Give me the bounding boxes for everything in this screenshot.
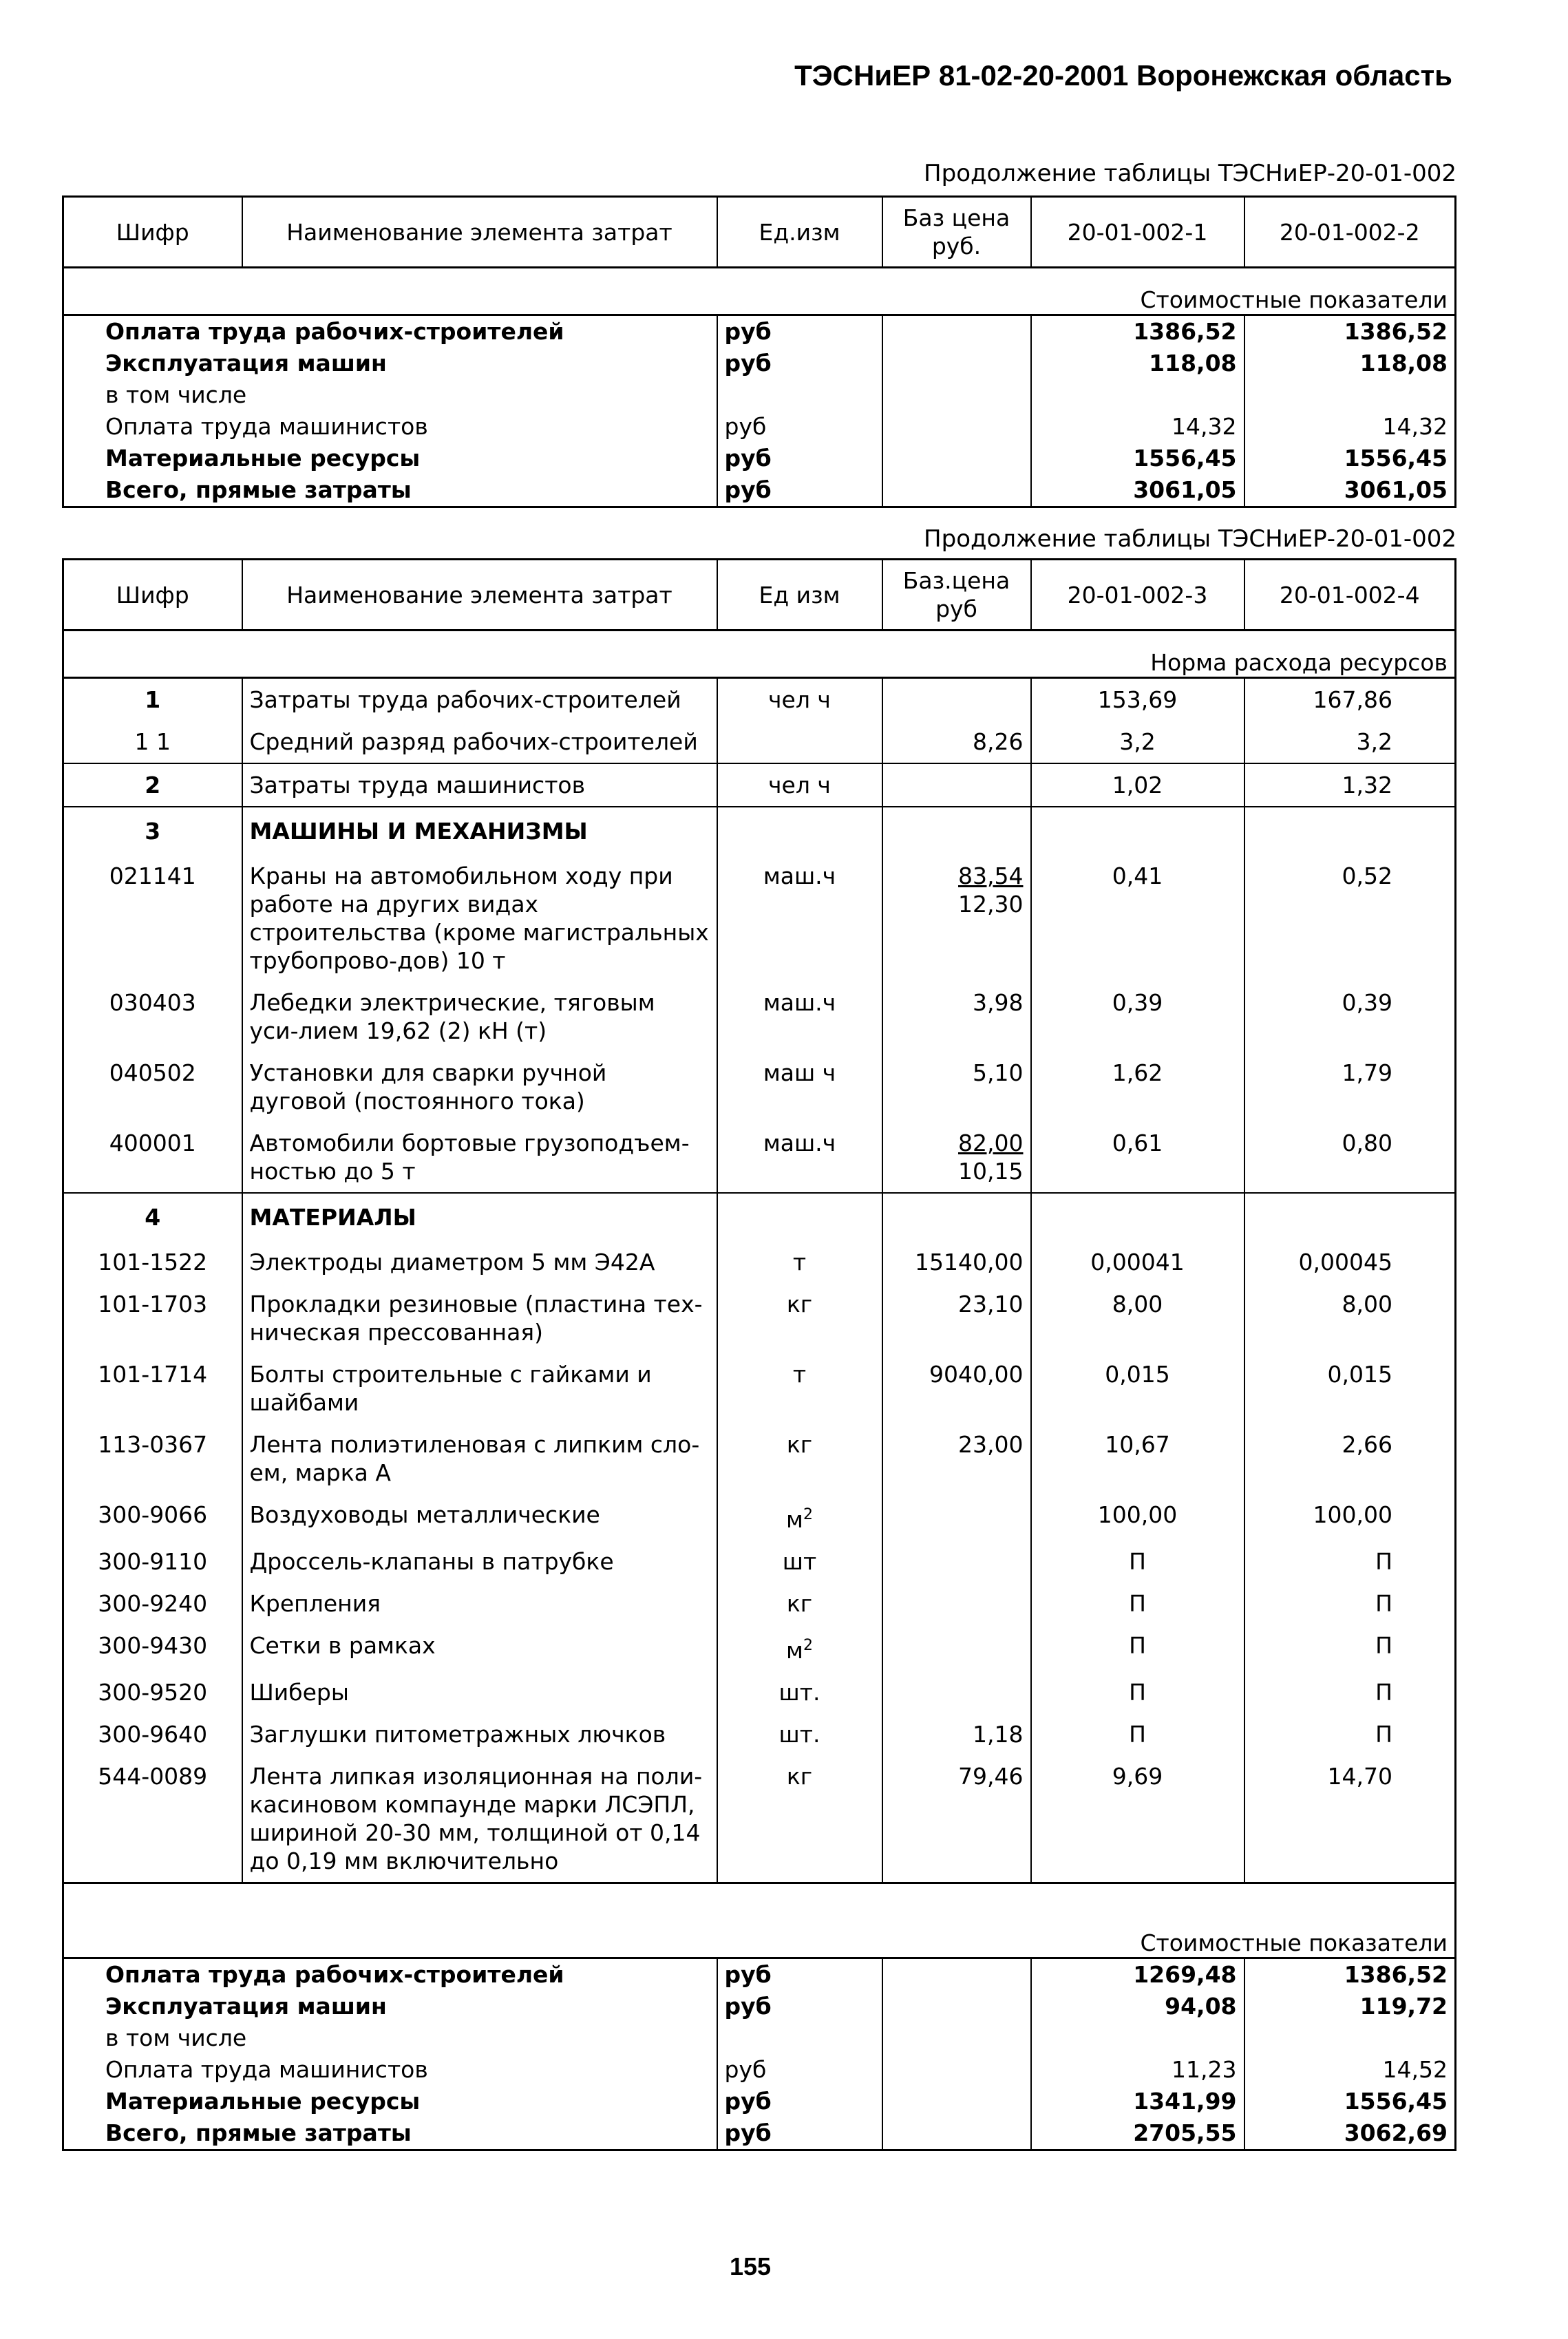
row-code: 101-1714 xyxy=(98,1361,208,1388)
row-unit: маш ч xyxy=(717,1052,882,1122)
table2-band2-row xyxy=(63,1883,1456,1958)
summary-row xyxy=(63,348,1456,379)
row-base-price xyxy=(882,982,1031,1052)
row-base-price xyxy=(882,1052,1031,1122)
row-base-price xyxy=(882,1671,1031,1713)
row-base-price-secondary: 10,15 xyxy=(958,1158,1024,1185)
summary-name: Оплата труда машинистов xyxy=(105,2056,428,2083)
row-code: 300-9240 xyxy=(98,1590,208,1617)
resource-row xyxy=(63,1353,1456,1423)
row-base-price-value: 1,18 xyxy=(973,1721,1024,1748)
row-value-4: 167,86 xyxy=(1244,678,1456,721)
row-code: 2 xyxy=(63,763,242,807)
row-name: Крепления xyxy=(242,1583,717,1624)
row-base-price-value: 8,26 xyxy=(973,728,1024,755)
row-unit: шт. xyxy=(717,1713,882,1755)
row-unit-superscript: 2 xyxy=(803,1506,813,1523)
header-cell-norm-1: 20-01-002-1 xyxy=(1031,197,1244,268)
row-code: 4 xyxy=(63,1193,242,1241)
row-unit: шт. xyxy=(717,1671,882,1713)
summary-price-empty xyxy=(882,411,1031,443)
row-name: Лента полиэтиленовая с липким сло-ем, марка А xyxy=(242,1423,717,1494)
row-value-4: П xyxy=(1244,1671,1456,1713)
resource-row xyxy=(63,1541,1456,1583)
row-name: МАШИНЫ И МЕХАНИЗМЫ xyxy=(242,807,717,855)
summary-value-1: 3061,05 xyxy=(1031,474,1244,507)
row-base-price xyxy=(882,1583,1031,1624)
summary-name: Материальные ресурсы xyxy=(105,445,421,472)
header-cell-unit: Ед.изм xyxy=(717,197,882,268)
header-cell-name: Наименование элемента затрат xyxy=(242,197,717,268)
row-name: Электроды диаметром 5 мм Э42А xyxy=(242,1241,717,1283)
row-base-price xyxy=(882,1494,1031,1541)
summary-value-2 xyxy=(1244,2022,1456,2054)
row-base-price xyxy=(882,1122,1031,1193)
row-value-3: П xyxy=(1031,1541,1244,1583)
summary-unit: руб xyxy=(717,315,882,348)
summary-value-2: 118,08 xyxy=(1244,348,1456,379)
row-base-price-value: 3,98 xyxy=(973,989,1024,1016)
summary-value-1: 14,32 xyxy=(1031,411,1244,443)
row-value-4: 3,2 xyxy=(1244,721,1456,763)
summary-value-1 xyxy=(1031,379,1244,411)
row-value-4: 1,79 xyxy=(1244,1052,1456,1122)
row-value-3: 0,41 xyxy=(1031,855,1244,982)
row-value-3: 10,67 xyxy=(1031,1423,1244,1494)
row-name: Затраты труда рабочих-строителей xyxy=(242,678,717,721)
table2-continuation-label: Продолжение таблицы ТЭСНиЕР-20-01-002 xyxy=(924,525,1456,553)
summary-value-1: 1341,99 xyxy=(1031,2086,1244,2117)
row-base-price xyxy=(882,1241,1031,1283)
row-unit: чел ч xyxy=(717,763,882,807)
row-value-4: П xyxy=(1244,1583,1456,1624)
row-value-3: П xyxy=(1031,1713,1244,1755)
row-unit xyxy=(717,1193,882,1241)
row-name: Затраты труда машинистов xyxy=(242,763,717,807)
row-value-4: П xyxy=(1244,1713,1456,1755)
row-code: 300-9430 xyxy=(98,1632,208,1659)
header-cell-norm-4: 20-01-002-4 xyxy=(1244,560,1456,631)
row-value-3: 0,00041 xyxy=(1031,1241,1244,1283)
resource-row xyxy=(63,1283,1456,1353)
summary-row xyxy=(63,2117,1456,2150)
summary-row xyxy=(63,1991,1456,2022)
row-base-price xyxy=(882,1423,1031,1494)
row-value-4: 14,70 xyxy=(1244,1755,1456,1883)
summary-unit: руб xyxy=(717,411,882,443)
summary-price-empty xyxy=(882,443,1031,474)
summary-name: Всего, прямые затраты xyxy=(105,476,412,503)
row-value-3: 1,62 xyxy=(1031,1052,1244,1122)
row-base-price xyxy=(882,1283,1031,1353)
header-cell-unit: Ед изм xyxy=(717,560,882,631)
row-name: МАТЕРИАЛЫ xyxy=(242,1193,717,1241)
resource-row xyxy=(63,1241,1456,1283)
row-name: Сетки в рамках xyxy=(242,1624,717,1671)
row-value-3: 100,00 xyxy=(1031,1494,1244,1541)
row-unit: кг xyxy=(717,1423,882,1494)
row-base-price xyxy=(882,763,1031,807)
row-code: 300-9066 xyxy=(98,1501,208,1528)
row-value-4: П xyxy=(1244,1541,1456,1583)
row-base-price-value: 23,00 xyxy=(958,1431,1024,1458)
header-cell-norm-2: 20-01-002-2 xyxy=(1244,197,1456,268)
row-base-price xyxy=(882,1755,1031,1883)
summary-row xyxy=(63,443,1456,474)
row-base-price-value: 5,10 xyxy=(973,1059,1024,1086)
row-value-3: 3,2 xyxy=(1031,721,1244,763)
row-base-price xyxy=(882,807,1031,855)
row-name: Болты строительные с гайками и шайбами xyxy=(242,1353,717,1423)
row-value-3: 8,00 xyxy=(1031,1283,1244,1353)
row-name: Воздуховоды металлические xyxy=(242,1494,717,1541)
resource-row xyxy=(63,1671,1456,1713)
row-value-3: 0,015 xyxy=(1031,1353,1244,1423)
summary-price-empty xyxy=(882,2054,1031,2086)
row-unit: $м^2$ xyxy=(717,1624,882,1671)
summary-row xyxy=(63,474,1456,507)
summary-price-empty xyxy=(882,1958,1031,1991)
row-code: 040502 xyxy=(109,1059,196,1086)
row-unit: кг xyxy=(717,1583,882,1624)
resource-row xyxy=(63,1755,1456,1883)
summary-value-2: 3061,05 xyxy=(1244,474,1456,507)
summary-name: Эксплуатация машин xyxy=(105,350,387,377)
summary-row xyxy=(63,2022,1456,2054)
row-value-3 xyxy=(1031,807,1244,855)
resource-row xyxy=(63,678,1456,721)
summary-price-empty xyxy=(882,1991,1031,2022)
resource-row xyxy=(63,1122,1456,1193)
row-value-4: П xyxy=(1244,1624,1456,1671)
row-value-4: 100,00 xyxy=(1244,1494,1456,1541)
row-code: 300-9520 xyxy=(98,1679,208,1706)
summary-unit: руб xyxy=(717,443,882,474)
summary-value-1: 94,08 xyxy=(1031,1991,1244,2022)
header-cell-code: Шифр xyxy=(63,560,242,631)
table1-band-label: Стоимостные показатели xyxy=(63,268,1456,315)
header-cell-code: Шифр xyxy=(63,197,242,268)
section-row xyxy=(63,807,1456,855)
row-base-price xyxy=(882,1713,1031,1755)
summary-unit: руб xyxy=(717,2086,882,2117)
summary-unit: руб xyxy=(717,1958,882,1991)
summary-value-1: 1556,45 xyxy=(1031,443,1244,474)
row-code: 300-9640 xyxy=(98,1721,208,1748)
summary-price-empty xyxy=(882,2117,1031,2150)
summary-value-2: 14,52 xyxy=(1244,2054,1456,2086)
summary-value-1: 118,08 xyxy=(1031,348,1244,379)
row-unit: маш.ч xyxy=(717,855,882,982)
summary-unit xyxy=(717,2022,882,2054)
resource-row xyxy=(63,1052,1456,1122)
summary-row xyxy=(63,379,1456,411)
row-value-4: 0,00045 xyxy=(1244,1241,1456,1283)
row-value-3: 0,39 xyxy=(1031,982,1244,1052)
page-number: 155 xyxy=(730,2252,772,2280)
resource-row xyxy=(63,1624,1456,1671)
row-code: 1 1 xyxy=(134,728,171,755)
row-name: Автомобили бортовые грузоподъем-ностью до 5 т xyxy=(242,1122,717,1193)
row-unit: т xyxy=(717,1241,882,1283)
row-name: Лебедки электрические, тяговым уси-лием 19,62 (2) кН (т) xyxy=(242,982,717,1052)
row-unit xyxy=(717,721,882,763)
row-code: 113-0367 xyxy=(98,1431,208,1458)
row-base-price xyxy=(882,721,1031,763)
resource-row xyxy=(63,763,1456,807)
page-header-title: ТЭСНиЕР 81-02-20-2001 Воронежская область xyxy=(794,59,1452,92)
row-value-4: 8,00 xyxy=(1244,1283,1456,1353)
row-name: Установки для сварки ручной дуговой (постоянного тока) xyxy=(242,1052,717,1122)
row-value-3: 9,69 xyxy=(1031,1755,1244,1883)
summary-price-empty xyxy=(882,348,1031,379)
summary-unit: руб xyxy=(717,348,882,379)
table1-cost-indicators xyxy=(62,195,1456,508)
row-code: 021141 xyxy=(109,862,196,889)
row-name: Средний разряд рабочих-строителей xyxy=(242,721,717,763)
table2-band-label: Норма расхода ресурсов xyxy=(63,631,1456,678)
summary-name: Оплата труда рабочих-строителей xyxy=(105,1961,564,1988)
row-name: Краны на автомобильном ходу при работе на других видах строительства (кроме магистральных трубопрово-дов) 10 т xyxy=(242,855,717,982)
section-row xyxy=(63,1193,1456,1241)
row-value-4: 0,80 xyxy=(1244,1122,1456,1193)
summary-value-2: 119,72 xyxy=(1244,1991,1456,2022)
row-base-price xyxy=(882,1541,1031,1583)
summary-price-empty xyxy=(882,379,1031,411)
table2-resource-norms xyxy=(62,558,1456,2151)
resource-row xyxy=(63,1494,1456,1541)
resource-row xyxy=(63,1713,1456,1755)
row-value-3: 0,61 xyxy=(1031,1122,1244,1193)
row-base-price-value: 15140,00 xyxy=(915,1249,1024,1276)
summary-row xyxy=(63,2086,1456,2117)
summary-value-1 xyxy=(1031,2022,1244,2054)
row-base-price xyxy=(882,1353,1031,1423)
row-value-3: П xyxy=(1031,1583,1244,1624)
resource-row xyxy=(63,982,1456,1052)
summary-name: Материальные ресурсы xyxy=(105,2088,421,2115)
row-name: Дроссель-клапаны в патрубке xyxy=(242,1541,717,1583)
row-unit: т xyxy=(717,1353,882,1423)
row-value-4: 0,015 xyxy=(1244,1353,1456,1423)
row-value-3: П xyxy=(1031,1624,1244,1671)
row-base-price-secondary: 12,30 xyxy=(958,891,1024,918)
row-unit-superscript: 2 xyxy=(803,1637,813,1654)
row-code: 3 xyxy=(63,807,242,855)
summary-row xyxy=(63,315,1456,348)
row-value-4: 0,39 xyxy=(1244,982,1456,1052)
summary-value-2 xyxy=(1244,379,1456,411)
row-name: Прокладки резиновые (пластина тех-ническая прессованная) xyxy=(242,1283,717,1353)
resource-row xyxy=(63,1583,1456,1624)
row-base-price xyxy=(882,678,1031,721)
summary-unit: руб xyxy=(717,1991,882,2022)
header-cell-norm-3: 20-01-002-3 xyxy=(1031,560,1244,631)
summary-name: в том числе xyxy=(105,2024,247,2051)
summary-value-2: 1386,52 xyxy=(1244,315,1456,348)
resource-row xyxy=(63,855,1456,982)
row-code: 400001 xyxy=(109,1130,196,1156)
row-base-price-value: 9040,00 xyxy=(929,1361,1024,1388)
row-value-3: 153,69 xyxy=(1031,678,1244,721)
summary-unit xyxy=(717,379,882,411)
row-name: Заглушки питометражных лючков xyxy=(242,1713,717,1755)
summary-name: в том числе xyxy=(105,381,247,408)
summary-unit: руб xyxy=(717,2054,882,2086)
resource-row xyxy=(63,1423,1456,1494)
row-value-4: 0,52 xyxy=(1244,855,1456,982)
summary-price-empty xyxy=(882,2022,1031,2054)
summary-value-1: 1269,48 xyxy=(1031,1958,1244,1991)
row-code: 544-0089 xyxy=(98,1763,208,1790)
row-base-price-value: 79,46 xyxy=(958,1763,1024,1790)
summary-value-2: 14,32 xyxy=(1244,411,1456,443)
summary-value-1: 1386,52 xyxy=(1031,315,1244,348)
summary-name: Оплата труда рабочих-строителей xyxy=(105,318,564,345)
row-code: 101-1522 xyxy=(98,1249,208,1276)
row-unit: шт xyxy=(717,1541,882,1583)
row-code: 101-1703 xyxy=(98,1291,208,1317)
summary-unit: руб xyxy=(717,474,882,507)
row-unit: кг xyxy=(717,1283,882,1353)
row-unit: чел ч xyxy=(717,678,882,721)
summary-value-1: 11,23 xyxy=(1031,2054,1244,2086)
summary-value-2: 1386,52 xyxy=(1244,1958,1456,1991)
summary-value-1: 2705,55 xyxy=(1031,2117,1244,2150)
summary-price-empty xyxy=(882,2086,1031,2117)
row-name: Лента липкая изоляционная на поли-касиновом компаунде марки ЛСЭПЛ, шириной 20-30 мм, толщиной от 0,14 до 0,19 мм включительно xyxy=(242,1755,717,1883)
summary-row xyxy=(63,411,1456,443)
summary-name: Всего, прямые затраты xyxy=(105,2119,412,2146)
row-value-4 xyxy=(1244,1193,1456,1241)
resource-row xyxy=(63,721,1456,763)
header-cell-price: Баз цена руб. xyxy=(882,197,1031,268)
row-unit: маш.ч xyxy=(717,982,882,1052)
row-value-3: П xyxy=(1031,1671,1244,1713)
row-value-4: 1,32 xyxy=(1244,763,1456,807)
row-base-price xyxy=(882,855,1031,982)
summary-value-2: 3062,69 xyxy=(1244,2117,1456,2150)
summary-value-2: 1556,45 xyxy=(1244,2086,1456,2117)
row-code: 1 xyxy=(145,686,161,713)
row-base-price-value: 23,10 xyxy=(958,1291,1024,1317)
summary-name: Эксплуатация машин xyxy=(105,1993,387,2020)
summary-row xyxy=(63,1958,1456,1991)
row-code: 300-9110 xyxy=(98,1548,208,1575)
row-value-4 xyxy=(1244,807,1456,855)
summary-row xyxy=(63,2054,1456,2086)
row-unit: маш.ч xyxy=(717,1122,882,1193)
summary-unit: руб xyxy=(717,2117,882,2150)
row-base-price xyxy=(882,1193,1031,1241)
row-name: Шиберы xyxy=(242,1671,717,1713)
row-base-price-value: 83,54 xyxy=(958,862,1024,889)
summary-value-2: 1556,45 xyxy=(1244,443,1456,474)
row-code: 030403 xyxy=(109,989,196,1016)
row-unit xyxy=(717,807,882,855)
table1-continuation-label: Продолжение таблицы ТЭСНиЕР-20-01-002 xyxy=(924,160,1456,187)
table2-band2-label: Стоимостные показатели xyxy=(63,1883,1456,1958)
row-base-price xyxy=(882,1624,1031,1671)
row-value-3 xyxy=(1031,1193,1244,1241)
summary-price-empty xyxy=(882,474,1031,507)
summary-name: Оплата труда машинистов xyxy=(105,413,428,440)
row-unit: $м^2$ xyxy=(717,1494,882,1541)
row-value-3: 1,02 xyxy=(1031,763,1244,807)
row-value-4: 2,66 xyxy=(1244,1423,1456,1494)
summary-price-empty xyxy=(882,315,1031,348)
header-cell-name: Наименование элемента затрат xyxy=(242,560,717,631)
row-unit: кг xyxy=(717,1755,882,1883)
row-base-price-value: 82,00 xyxy=(958,1130,1024,1156)
header-cell-price: Баз.цена руб xyxy=(882,560,1031,631)
